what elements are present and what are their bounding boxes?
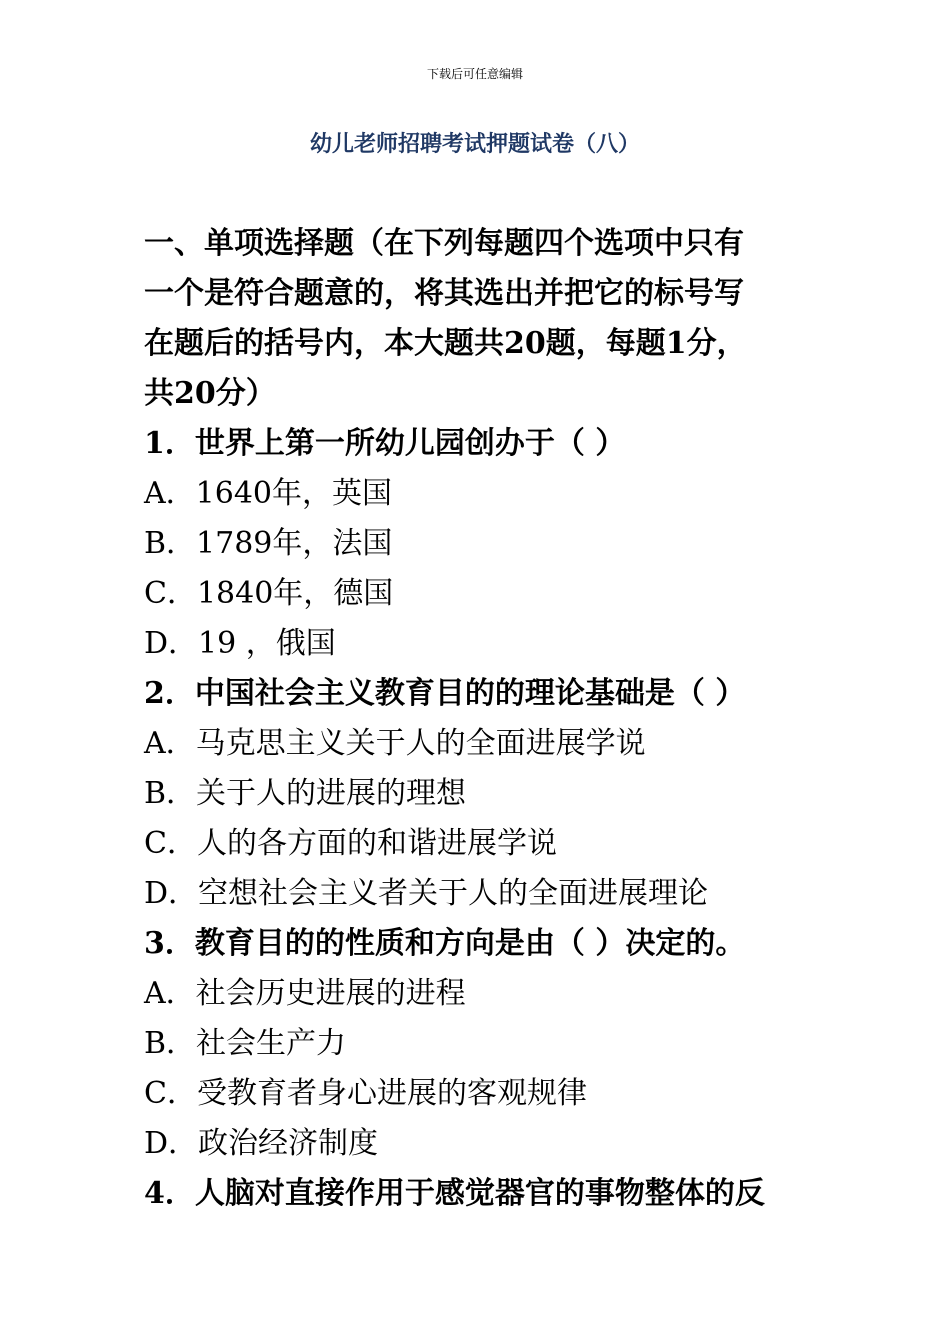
question-3 [144, 919, 804, 1169]
document-title: 幼儿老师招聘考试押题试卷（八） [309, 132, 640, 157]
section-heading-line: 共20分） [144, 376, 276, 411]
option-a: A．马克思主义关于人的全面进展学说 [144, 726, 646, 761]
section-heading-line: 一、单项选择题（在下列每题四个选项中只有 [144, 226, 744, 261]
option-a: A．1640年，英国 [144, 476, 393, 511]
option-d: D．政治经济制度 [144, 1126, 379, 1161]
question-stem: 4．人脑对直接作用于感觉器官的事物整体的反 [144, 1176, 765, 1211]
option-b: B．1789年，法国 [144, 526, 393, 561]
option-b: B．社会生产力 [144, 1026, 347, 1061]
question-1 [144, 419, 804, 669]
header-note: 下载后可任意编辑 [426, 67, 523, 81]
section-heading-line: 在题后的括号内，本大题共20题，每题1分， [144, 326, 747, 361]
option-c: C．1840年，德国 [144, 576, 394, 611]
question-stem: 2．中国社会主义教育目的的理论基础是（ ） [144, 676, 746, 711]
option-b: B．关于人的进展的理想 [144, 776, 467, 811]
option-d: D．19 ，俄国 [144, 626, 336, 661]
question-2 [144, 669, 804, 919]
document-body [144, 219, 804, 1219]
option-c: C．人的各方面的和谐进展学说 [144, 826, 557, 861]
question-stem: 1．世界上第一所幼儿园创办于（ ） [144, 426, 626, 461]
question-4 [144, 1169, 804, 1219]
option-c: C．受教育者身心进展的客观规律 [144, 1076, 587, 1111]
option-d: D．空想社会主义者关于人的全面进展理论 [144, 876, 709, 911]
section-heading [144, 219, 804, 419]
question-stem: 3．教育目的的性质和方向是由（ ）决定的。 [144, 926, 746, 961]
section-heading-line: 一个是符合题意的，将其选出并把它的标号写 [144, 276, 744, 311]
option-a: A．社会历史进展的进程 [144, 976, 466, 1011]
